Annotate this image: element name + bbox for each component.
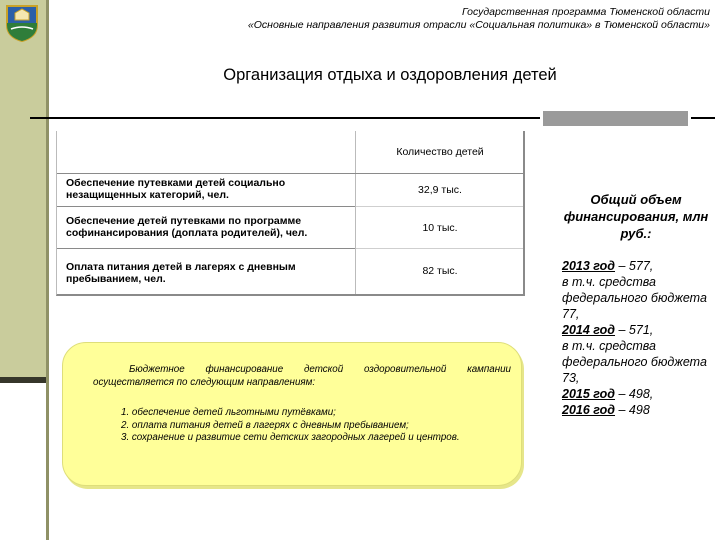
financing-amount: – 577, bbox=[615, 259, 654, 273]
list-item: 3. сохранение и развитие сети детских загородных лагерей и центров. bbox=[121, 432, 460, 443]
table-column-divider bbox=[355, 131, 356, 294]
header-program-line: Государственная программа Тюменской области bbox=[462, 6, 710, 18]
financing-note: в т.ч. средства федерального бюджета 77, bbox=[562, 275, 707, 321]
coat-of-arms-icon bbox=[4, 3, 40, 43]
table-row-divider bbox=[356, 248, 523, 249]
financing-amount: – 571, bbox=[615, 323, 654, 337]
financing-amount: – 498 bbox=[615, 403, 650, 417]
financing-year: 2016 год bbox=[562, 403, 616, 417]
table-column-header: Количество детей bbox=[396, 146, 484, 158]
list-item: 2. оплата питания детей в лагерях с дневным пребыванием; bbox=[121, 419, 409, 431]
callout-intro: Бюджетное финансирование детской оздоровительной кампании осуществляется по следующим направлениям: bbox=[93, 364, 511, 388]
financing-note: в т.ч. средства федерального бюджета 73, bbox=[562, 339, 707, 385]
financing-title: Общий объем финансирования, млн руб.: bbox=[563, 192, 709, 241]
table-header-divider bbox=[57, 173, 523, 174]
sidebar-divider bbox=[46, 0, 49, 540]
table-row-divider bbox=[57, 248, 355, 249]
financing-entry bbox=[562, 258, 718, 322]
header-subtitle-line: «Основные направления развития отрасли «Социальная политика» в Тюменской области» bbox=[247, 19, 710, 31]
rule-accent bbox=[540, 111, 691, 126]
children-count-table bbox=[56, 131, 525, 296]
sidebar-mark bbox=[0, 377, 46, 383]
financing-amount: – 498, bbox=[615, 387, 654, 401]
table-row-value: 10 тыс. bbox=[422, 222, 458, 234]
financing-entry bbox=[562, 322, 718, 386]
financing-list bbox=[562, 258, 718, 418]
table-row-value: 82 тыс. bbox=[422, 265, 458, 277]
table-row-label: Обеспечение путевками детей социально незащищенных категорий, чел. bbox=[66, 177, 286, 201]
financing-year: 2015 год bbox=[562, 387, 616, 401]
financing-directions-callout bbox=[62, 342, 522, 486]
table-row-label: Оплата питания детей в лагерях с дневным пребыванием, чел. bbox=[66, 261, 296, 285]
header bbox=[110, 6, 710, 32]
financing-entry bbox=[562, 386, 718, 402]
financing-year: 2013 год bbox=[562, 259, 616, 273]
table-row-value: 32,9 тыс. bbox=[418, 184, 462, 196]
table-row-label: Обеспечение детей путевками по программе софинансирования (доплата родителей), чел. bbox=[66, 215, 308, 239]
sidebar-bottom bbox=[0, 378, 46, 540]
financing-entry bbox=[562, 402, 718, 418]
table-row-divider bbox=[57, 206, 355, 207]
list-item: 1. обеспечение детей льготными путёвками; bbox=[121, 407, 336, 418]
financing-year: 2014 год bbox=[562, 323, 616, 337]
callout-list bbox=[93, 407, 511, 445]
table-row-divider bbox=[356, 206, 523, 207]
slide-title: Организация отдыха и оздоровления детей bbox=[223, 66, 557, 84]
